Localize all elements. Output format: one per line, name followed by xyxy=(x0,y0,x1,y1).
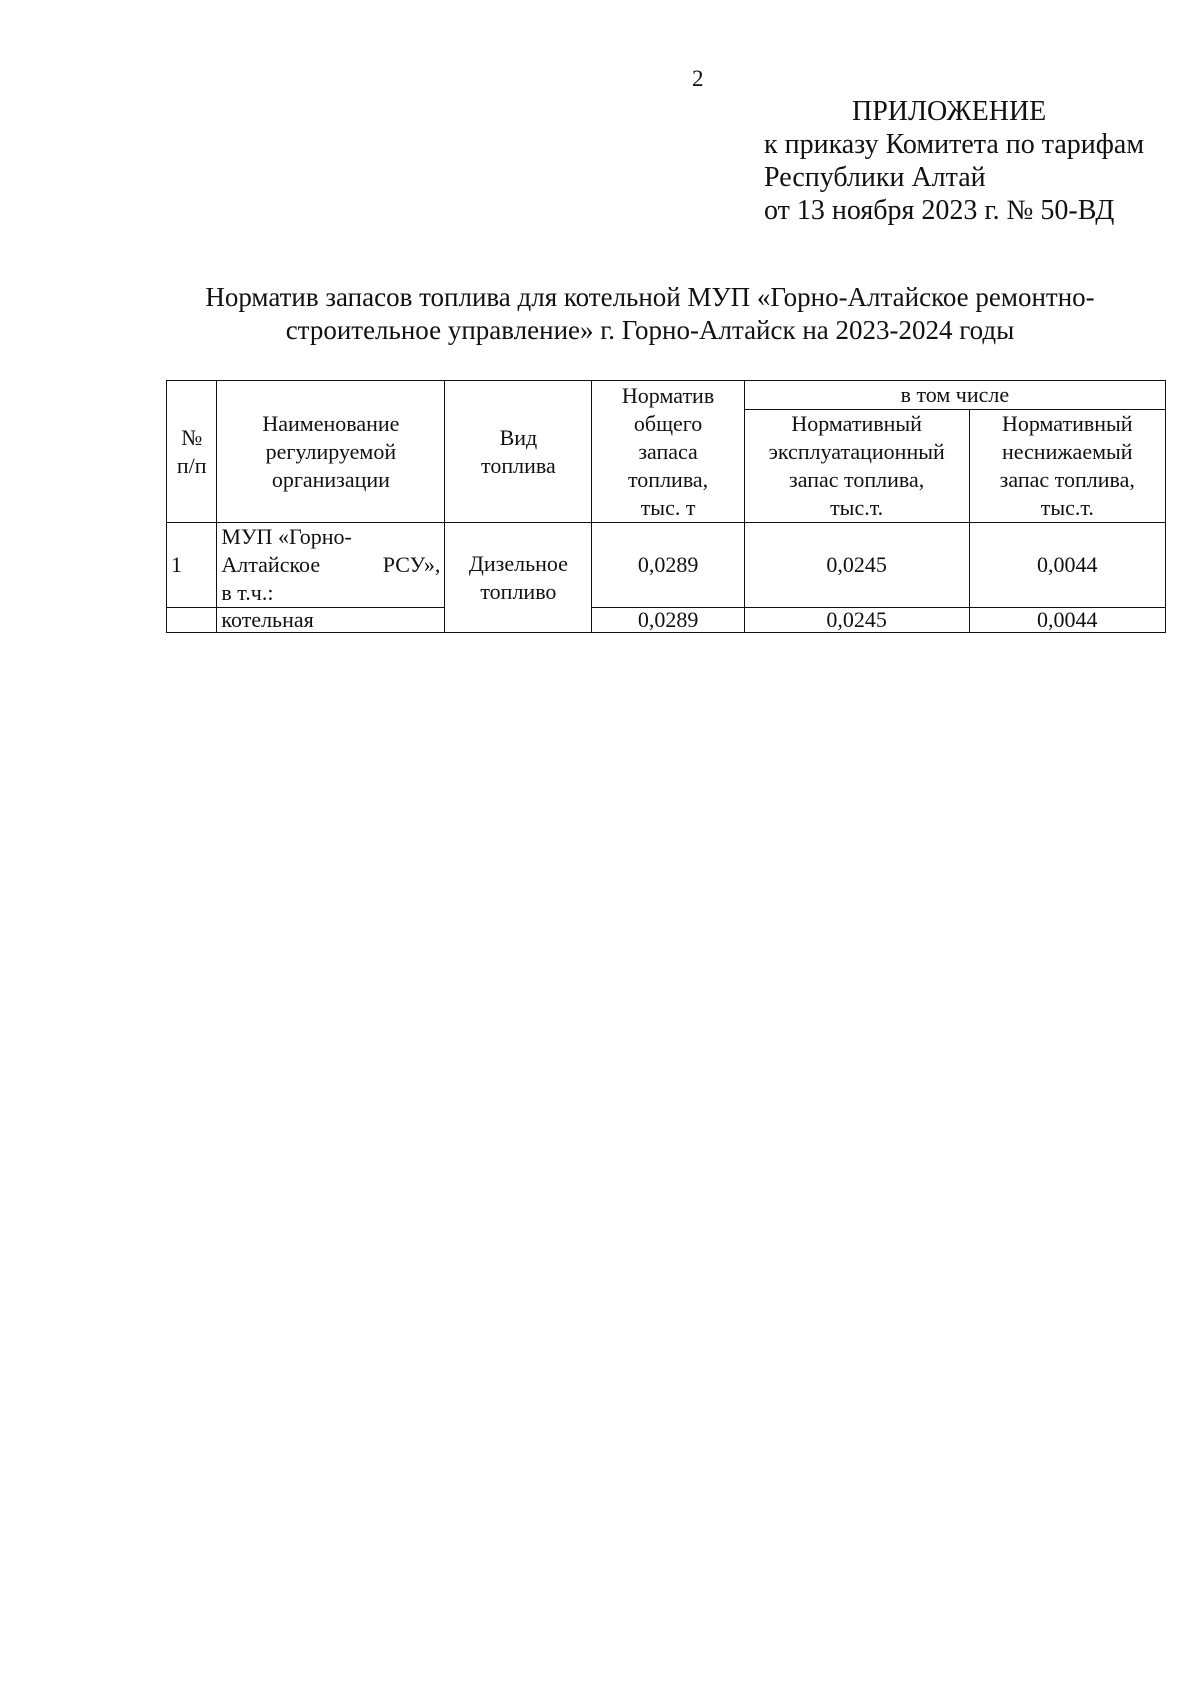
header-operational-reserve: Нормативный эксплуатационный запас топлива, тыс.т. xyxy=(744,410,969,523)
cell-number xyxy=(167,608,217,633)
cell-irreducible-reserve: 0,0044 xyxy=(969,608,1165,633)
document-title-line-2: строительное управление» г. Горно-Алтайск на 2023-2024 годы xyxy=(285,315,1015,345)
cell-irreducible-reserve: 0,0044 xyxy=(969,523,1165,608)
annex-order-reference: к приказу Комитета по тарифам xyxy=(764,129,1145,160)
header-organization: Наименование регулируемой организации xyxy=(217,381,445,523)
table-row xyxy=(167,608,1166,633)
table-row xyxy=(167,523,1166,608)
cell-operational-reserve: 0,0245 xyxy=(744,608,969,633)
header-including: в том числе xyxy=(744,381,1165,410)
annex-block xyxy=(764,95,1144,227)
cell-total-reserve: 0,0289 xyxy=(592,523,744,608)
annex-region: Республики Алтай xyxy=(764,162,986,193)
cell-fuel-type: Дизельное топливо xyxy=(445,523,592,633)
header-total-reserve: Норматив общего запаса топлива, тыс. т xyxy=(592,381,744,523)
cell-organization: котельная xyxy=(217,608,445,633)
cell-number: 1 xyxy=(167,523,217,608)
cell-total-reserve: 0,0289 xyxy=(592,608,744,633)
page-number: 2 xyxy=(692,66,704,91)
document-title-line-1: Норматив запасов топлива для котельной МУП «Горно-Алтайское ремонтно- xyxy=(205,282,1095,312)
fuel-reserve-table xyxy=(166,380,1166,633)
header-number: № п/п xyxy=(167,381,217,523)
cell-operational-reserve: 0,0245 xyxy=(744,523,969,608)
document-title xyxy=(150,281,1150,347)
annex-order-date: от 13 ноября 2023 г. № 50-ВД xyxy=(764,195,1115,226)
cell-organization: МУП «Горно- Алтайское РСУ», в т.ч.: xyxy=(217,523,445,608)
header-fuel-type: Вид топлива xyxy=(445,381,592,523)
table-header-row xyxy=(167,381,1166,410)
header-irreducible-reserve: Нормативный неснижаемый запас топлива, тыс.т. xyxy=(969,410,1165,523)
annex-title: ПРИЛОЖЕНИЕ xyxy=(852,96,1047,127)
